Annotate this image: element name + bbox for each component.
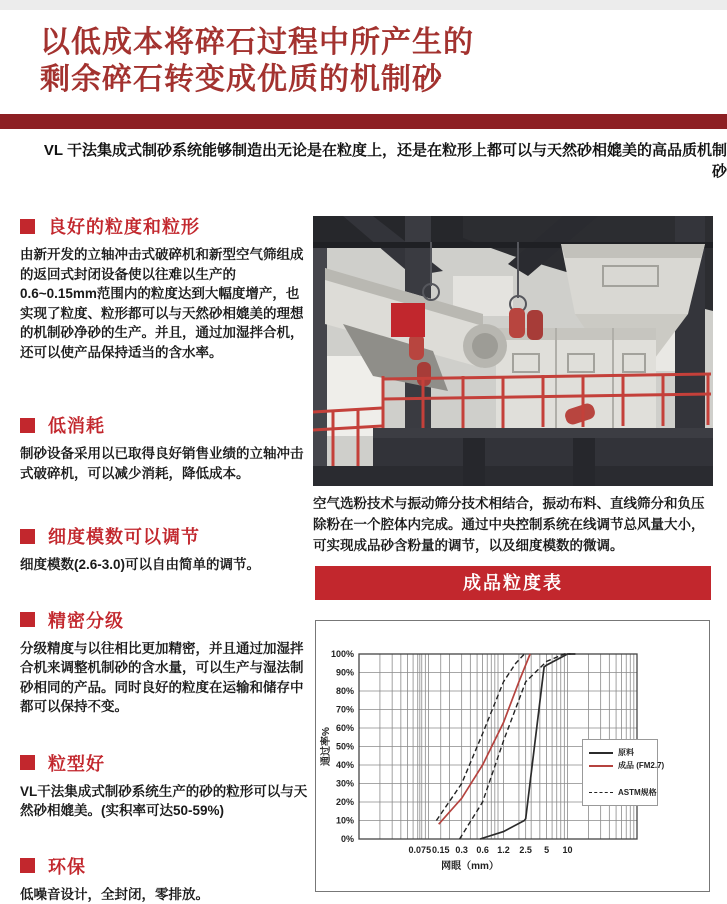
svg-text:0%: 0% xyxy=(340,834,354,844)
feature-column xyxy=(20,215,312,904)
solid-line-sample-icon xyxy=(589,765,613,767)
machinery-photo xyxy=(313,216,713,486)
page-title-line2: 剩余碎石转变成优质的机制砂 xyxy=(40,63,443,96)
feature-section-fineness-modulus xyxy=(20,525,312,575)
section-heading: 细度模数可以调节 xyxy=(48,527,200,547)
section-body: 低噪音设计，全封闭，零排放。 xyxy=(20,886,209,902)
red-square-bullet-icon xyxy=(20,529,35,544)
title-divider-bar xyxy=(0,114,727,129)
svg-text:5: 5 xyxy=(544,845,550,855)
solid-line-sample-icon xyxy=(589,752,613,754)
feature-section-precise-classification xyxy=(20,609,312,717)
svg-text:30%: 30% xyxy=(335,778,354,789)
svg-text:50%: 50% xyxy=(335,741,354,752)
machinery-photo-illustration xyxy=(313,216,713,486)
svg-text:10%: 10% xyxy=(335,815,354,826)
page-title-line1: 以低成本将碎石过程中所产生的 xyxy=(40,26,474,59)
red-square-bullet-icon xyxy=(20,612,35,627)
section-heading-row xyxy=(20,752,312,774)
svg-text:0.6: 0.6 xyxy=(476,845,489,855)
svg-text:1.2: 1.2 xyxy=(497,845,510,855)
page-title xyxy=(40,24,700,98)
section-body: 由新开发的立轴冲击式破碎机和新型空气筛组成的返回式封闭设备使以往难以生产的0.6~0.15mm范围内的粒度达到大幅度增产，也实现了粒度、粒形都可以与天然砂相媲美的理想的机制砂净砂的生产。并且，通过加湿拌合机，还可以使产品保持适当的含水率。 xyxy=(20,247,304,360)
legend-label: ASTM规格 xyxy=(618,788,657,797)
legend-item xyxy=(589,746,653,759)
legend-item xyxy=(589,759,665,772)
svg-text:0.075: 0.075 xyxy=(408,845,432,855)
svg-text:100%: 100% xyxy=(330,649,354,659)
section-heading: 粒型好 xyxy=(48,753,105,774)
section-heading: 精密分级 xyxy=(48,610,124,631)
feature-section-granularity xyxy=(20,215,312,362)
svg-text:40%: 40% xyxy=(335,760,354,770)
page-top-strip xyxy=(0,0,727,10)
svg-text:70%: 70% xyxy=(335,704,354,715)
svg-text:网眼（mm）: 网眼（mm） xyxy=(441,861,499,872)
legend-item xyxy=(589,786,657,799)
grain-size-chart xyxy=(315,620,710,892)
svg-text:10: 10 xyxy=(562,845,573,855)
photo-marker-red-square xyxy=(391,303,425,337)
red-square-bullet-icon xyxy=(20,418,35,433)
section-heading: 良好的粒度和粒形 xyxy=(48,217,200,237)
svg-text:通过率%: 通过率% xyxy=(321,727,332,766)
dashed-line-sample-icon xyxy=(589,792,613,793)
section-heading: 环保 xyxy=(48,856,86,877)
section-heading-row xyxy=(20,609,312,631)
section-heading: 低消耗 xyxy=(48,416,105,436)
page-subtitle: VL 干法集成式制砂系统能够制造出无论是在粒度上，还是在粒形上都可以与天然砂相媲美的高品质机制砂 xyxy=(43,142,727,180)
feature-section-grain-shape xyxy=(20,752,312,821)
section-body: 细度模数(2.6-3.0)可以自由简单的调节。 xyxy=(20,557,261,572)
section-heading-row xyxy=(20,414,312,436)
photo-caption: 空气选粉技术与振动筛分技术相结合，振动布料、直线筛分和负压除粉在一个腔体内完成。通过中央控制系统在线调节总风量大小，可实现成品砂含粉量的调节，以及细度模数的微调。 xyxy=(313,496,705,553)
svg-text:80%: 80% xyxy=(335,686,354,696)
svg-text:0.15: 0.15 xyxy=(431,845,450,855)
legend-label: 原料 xyxy=(618,748,634,757)
svg-text:90%: 90% xyxy=(335,667,354,678)
feature-section-eco xyxy=(20,855,312,904)
svg-text:2.5: 2.5 xyxy=(519,845,532,855)
feature-section-low-consumption xyxy=(20,414,312,483)
section-body: VL干法集成式制砂系统生产的砂的粒形可以与天然砂相媲美。(实积率可达50-59%) xyxy=(20,783,308,818)
section-heading-row xyxy=(20,525,312,547)
platform-base xyxy=(313,428,713,486)
red-square-bullet-icon xyxy=(20,755,35,770)
section-heading-row xyxy=(20,215,312,237)
section-body: 分级精度与以往相比更加精密，并且通过加湿拌合机来调整机制砂的含水量，可以生产与湿法制砂相同的产品。同时良好的粒度在运输和储存中都可以保持不变。 xyxy=(20,640,304,714)
red-square-bullet-icon xyxy=(20,219,35,234)
legend-label: 成品 (FM2.7) xyxy=(618,761,665,770)
section-heading-row xyxy=(20,855,312,877)
svg-text:60%: 60% xyxy=(335,723,354,733)
red-square-bullet-icon xyxy=(20,858,35,873)
svg-text:0.3: 0.3 xyxy=(455,845,468,855)
chart-title-banner: 成品粒度表 xyxy=(315,566,711,600)
chart-legend xyxy=(582,739,665,806)
svg-text:20%: 20% xyxy=(335,797,354,807)
section-body: 制砂设备采用以已取得良好销售业绩的立轴冲击式破碎机，可以减少消耗，降低成本。 xyxy=(20,446,304,481)
